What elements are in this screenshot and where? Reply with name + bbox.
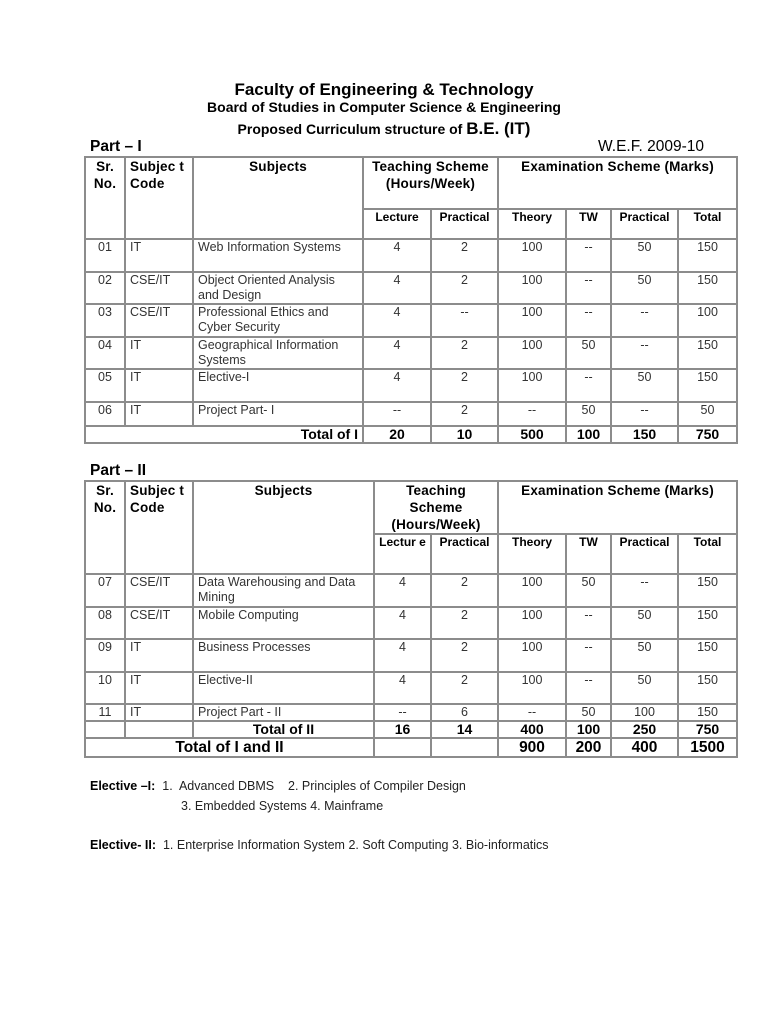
cell-lecture: 4 xyxy=(363,272,431,304)
cell-tw: 50 xyxy=(566,574,611,607)
total-tw: 100 xyxy=(566,721,611,738)
cell-exam-practical: 50 xyxy=(611,272,678,304)
cell-tw: 50 xyxy=(566,704,611,721)
grand-total-lecture xyxy=(374,738,431,757)
cell-subject-code: CSE/IT xyxy=(125,272,193,304)
col-exam-practical: Practical xyxy=(611,209,678,239)
total-lecture: 16 xyxy=(374,721,431,738)
cell-theory: 100 xyxy=(498,607,566,639)
cell-subject-code: IT xyxy=(125,369,193,402)
cell-theory: -- xyxy=(498,704,566,721)
empty-cell xyxy=(125,721,193,738)
cell-practical: 2 xyxy=(431,672,498,704)
cell-total: 150 xyxy=(678,337,737,369)
total-exam-practical: 150 xyxy=(611,426,678,443)
table-row xyxy=(85,239,737,272)
cell-practical: 2 xyxy=(431,239,498,272)
col-lecture: Lecture xyxy=(363,209,431,239)
cell-total: 50 xyxy=(678,402,737,426)
cell-tw: -- xyxy=(566,607,611,639)
table-row xyxy=(85,272,737,304)
elective1-options-1: 1. Advanced DBMS 2. Principles of Compiler Design xyxy=(162,779,466,793)
part2-table xyxy=(84,480,738,758)
cell-exam-practical: 50 xyxy=(611,672,678,704)
cell-subject-code: CSE/IT xyxy=(125,304,193,337)
elective1-options-2: 3. Embedded Systems 4. Mainframe xyxy=(181,799,384,813)
cell-practical: 6 xyxy=(431,704,498,721)
cell-total: 150 xyxy=(678,369,737,402)
cell-tw: 50 xyxy=(566,337,611,369)
cell-lecture: 4 xyxy=(363,239,431,272)
grand-total-row xyxy=(85,738,737,757)
cell-theory: 100 xyxy=(498,337,566,369)
elective1-label: Elective –I: xyxy=(90,779,156,793)
cell-sr-no: 09 xyxy=(85,639,125,672)
cell-exam-practical: -- xyxy=(611,402,678,426)
cell-subject-name: Object Oriented Analysis and Design xyxy=(193,272,363,304)
total-lecture: 20 xyxy=(363,426,431,443)
col-exam-scheme: Examination Scheme (Marks) xyxy=(498,157,737,209)
elective2-label: Elective- II: xyxy=(90,838,156,852)
col-total: Total xyxy=(678,534,737,574)
total-theory: 400 xyxy=(498,721,566,738)
cell-exam-practical: -- xyxy=(611,574,678,607)
cell-theory: 100 xyxy=(498,369,566,402)
cell-subject-code: CSE/IT xyxy=(125,607,193,639)
cell-lecture: 4 xyxy=(374,672,431,704)
cell-lecture: 4 xyxy=(363,337,431,369)
cell-theory: 100 xyxy=(498,639,566,672)
cell-subject-code: IT xyxy=(125,639,193,672)
total-total: 750 xyxy=(678,721,737,738)
grand-total-total: 1500 xyxy=(678,738,737,757)
empty-cell xyxy=(85,721,125,738)
wef-label: W.E.F. 2009-10 xyxy=(598,138,704,155)
cell-subject-name: Geographical Information Systems xyxy=(193,337,363,369)
cell-practical: 2 xyxy=(431,272,498,304)
cell-lecture: 4 xyxy=(374,639,431,672)
cell-theory: 100 xyxy=(498,272,566,304)
cell-practical: 2 xyxy=(431,369,498,402)
cell-subject-name: Mobile Computing xyxy=(193,607,374,639)
total-practical: 14 xyxy=(431,721,498,738)
table-row xyxy=(85,304,737,337)
col-subject-code: Subjec t Code xyxy=(125,157,193,239)
cell-subject-name: Web Information Systems xyxy=(193,239,363,272)
curriculum-prefix: Proposed Curriculum structure of xyxy=(237,121,467,137)
degree-name: B.E. (IT) xyxy=(466,119,531,138)
grand-total-label: Total of I and II xyxy=(85,738,374,757)
cell-theory: -- xyxy=(498,402,566,426)
cell-total: 150 xyxy=(678,704,737,721)
col-practical: Practical xyxy=(431,209,498,239)
col-sr-no: Sr. No. xyxy=(85,481,125,574)
total-theory: 500 xyxy=(498,426,566,443)
cell-total: 150 xyxy=(678,607,737,639)
cell-sr-no: 08 xyxy=(85,607,125,639)
cell-exam-practical: 100 xyxy=(611,704,678,721)
part1-table xyxy=(84,156,738,444)
cell-lecture: 4 xyxy=(374,574,431,607)
total-tw: 100 xyxy=(566,426,611,443)
curriculum-title xyxy=(0,119,768,139)
col-total: Total xyxy=(678,209,737,239)
table-row xyxy=(85,574,737,607)
cell-practical: 2 xyxy=(431,337,498,369)
total-total: 750 xyxy=(678,426,737,443)
cell-subject-code: IT xyxy=(125,402,193,426)
part2-total-row xyxy=(85,721,737,738)
cell-practical: -- xyxy=(431,304,498,337)
cell-subject-name: Project Part- I xyxy=(193,402,363,426)
cell-subject-name: Data Warehousing and Data Mining xyxy=(193,574,374,607)
col-teaching-scheme: Teaching Scheme (Hours/Week) xyxy=(363,157,498,209)
grand-total-tw: 200 xyxy=(566,738,611,757)
total-label: Total of II xyxy=(193,721,374,738)
cell-practical: 2 xyxy=(431,402,498,426)
cell-lecture: -- xyxy=(363,402,431,426)
total-label: Total of I xyxy=(85,426,363,443)
cell-practical: 2 xyxy=(431,639,498,672)
elective2-line xyxy=(90,838,549,852)
cell-sr-no: 04 xyxy=(85,337,125,369)
col-tw: TW xyxy=(566,209,611,239)
cell-subject-code: IT xyxy=(125,239,193,272)
cell-exam-practical: 50 xyxy=(611,607,678,639)
grand-total-practical xyxy=(431,738,498,757)
cell-tw: -- xyxy=(566,369,611,402)
col-subjects: Subjects xyxy=(193,481,374,574)
cell-sr-no: 07 xyxy=(85,574,125,607)
cell-sr-no: 01 xyxy=(85,239,125,272)
total-exam-practical: 250 xyxy=(611,721,678,738)
cell-theory: 100 xyxy=(498,239,566,272)
grand-total-exam-practical: 400 xyxy=(611,738,678,757)
table-row xyxy=(85,704,737,721)
part1-label: Part – I xyxy=(90,138,142,155)
grand-total-theory: 900 xyxy=(498,738,566,757)
cell-subject-name: Elective-II xyxy=(193,672,374,704)
table-row xyxy=(85,402,737,426)
cell-total: 150 xyxy=(678,639,737,672)
cell-subject-name: Elective-I xyxy=(193,369,363,402)
cell-total: 150 xyxy=(678,672,737,704)
cell-sr-no: 11 xyxy=(85,704,125,721)
table-row xyxy=(85,639,737,672)
total-practical: 10 xyxy=(431,426,498,443)
cell-tw: -- xyxy=(566,239,611,272)
table-row xyxy=(85,369,737,402)
cell-theory: 100 xyxy=(498,672,566,704)
cell-practical: 2 xyxy=(431,607,498,639)
faculty-title: Faculty of Engineering & Technology xyxy=(234,80,534,99)
col-lecture: Lectur e xyxy=(374,534,431,574)
cell-practical: 2 xyxy=(431,574,498,607)
cell-exam-practical: 50 xyxy=(611,369,678,402)
col-teaching-scheme: Teaching Scheme (Hours/Week) xyxy=(374,481,498,534)
cell-lecture: 4 xyxy=(363,304,431,337)
cell-tw: -- xyxy=(566,304,611,337)
col-theory: Theory xyxy=(498,209,566,239)
cell-exam-practical: -- xyxy=(611,337,678,369)
cell-lecture: -- xyxy=(374,704,431,721)
cell-subject-code: IT xyxy=(125,672,193,704)
elective2-options: 1. Enterprise Information System 2. Soft Computing 3. Bio-informatics xyxy=(162,838,549,852)
cell-subject-name: Project Part - II xyxy=(193,704,374,721)
cell-total: 150 xyxy=(678,272,737,304)
table-row xyxy=(85,337,737,369)
cell-theory: 100 xyxy=(498,304,566,337)
cell-tw: -- xyxy=(566,672,611,704)
cell-sr-no: 02 xyxy=(85,272,125,304)
col-subject-code: Subjec t Code xyxy=(125,481,193,574)
cell-tw: 50 xyxy=(566,402,611,426)
cell-lecture: 4 xyxy=(374,607,431,639)
cell-subject-name: Business Processes xyxy=(193,639,374,672)
cell-total: 150 xyxy=(678,574,737,607)
cell-sr-no: 06 xyxy=(85,402,125,426)
elective1-line1 xyxy=(90,779,466,793)
part2-rows xyxy=(85,574,737,721)
col-tw: TW xyxy=(566,534,611,574)
part1-rows xyxy=(85,239,737,426)
cell-total: 100 xyxy=(678,304,737,337)
cell-subject-code: IT xyxy=(125,337,193,369)
cell-exam-practical: 50 xyxy=(611,239,678,272)
part2-label: Part – II xyxy=(90,462,146,479)
col-exam-practical: Practical xyxy=(611,534,678,574)
col-practical: Practical xyxy=(431,534,498,574)
col-subjects: Subjects xyxy=(193,157,363,239)
cell-theory: 100 xyxy=(498,574,566,607)
cell-total: 150 xyxy=(678,239,737,272)
part1-total-row xyxy=(85,426,737,443)
cell-exam-practical: 50 xyxy=(611,639,678,672)
cell-sr-no: 05 xyxy=(85,369,125,402)
table-row xyxy=(85,607,737,639)
cell-sr-no: 03 xyxy=(85,304,125,337)
table-row xyxy=(85,672,737,704)
board-title: Board of Studies in Computer Science & Engineering xyxy=(207,99,561,115)
cell-tw: -- xyxy=(566,272,611,304)
col-theory: Theory xyxy=(498,534,566,574)
cell-subject-name: Professional Ethics and Cyber Security xyxy=(193,304,363,337)
col-exam-scheme: Examination Scheme (Marks) xyxy=(498,481,737,534)
cell-sr-no: 10 xyxy=(85,672,125,704)
cell-subject-code: CSE/IT xyxy=(125,574,193,607)
cell-lecture: 4 xyxy=(363,369,431,402)
cell-subject-code: IT xyxy=(125,704,193,721)
cell-exam-practical: -- xyxy=(611,304,678,337)
cell-tw: -- xyxy=(566,639,611,672)
col-sr-no: Sr. No. xyxy=(85,157,125,239)
